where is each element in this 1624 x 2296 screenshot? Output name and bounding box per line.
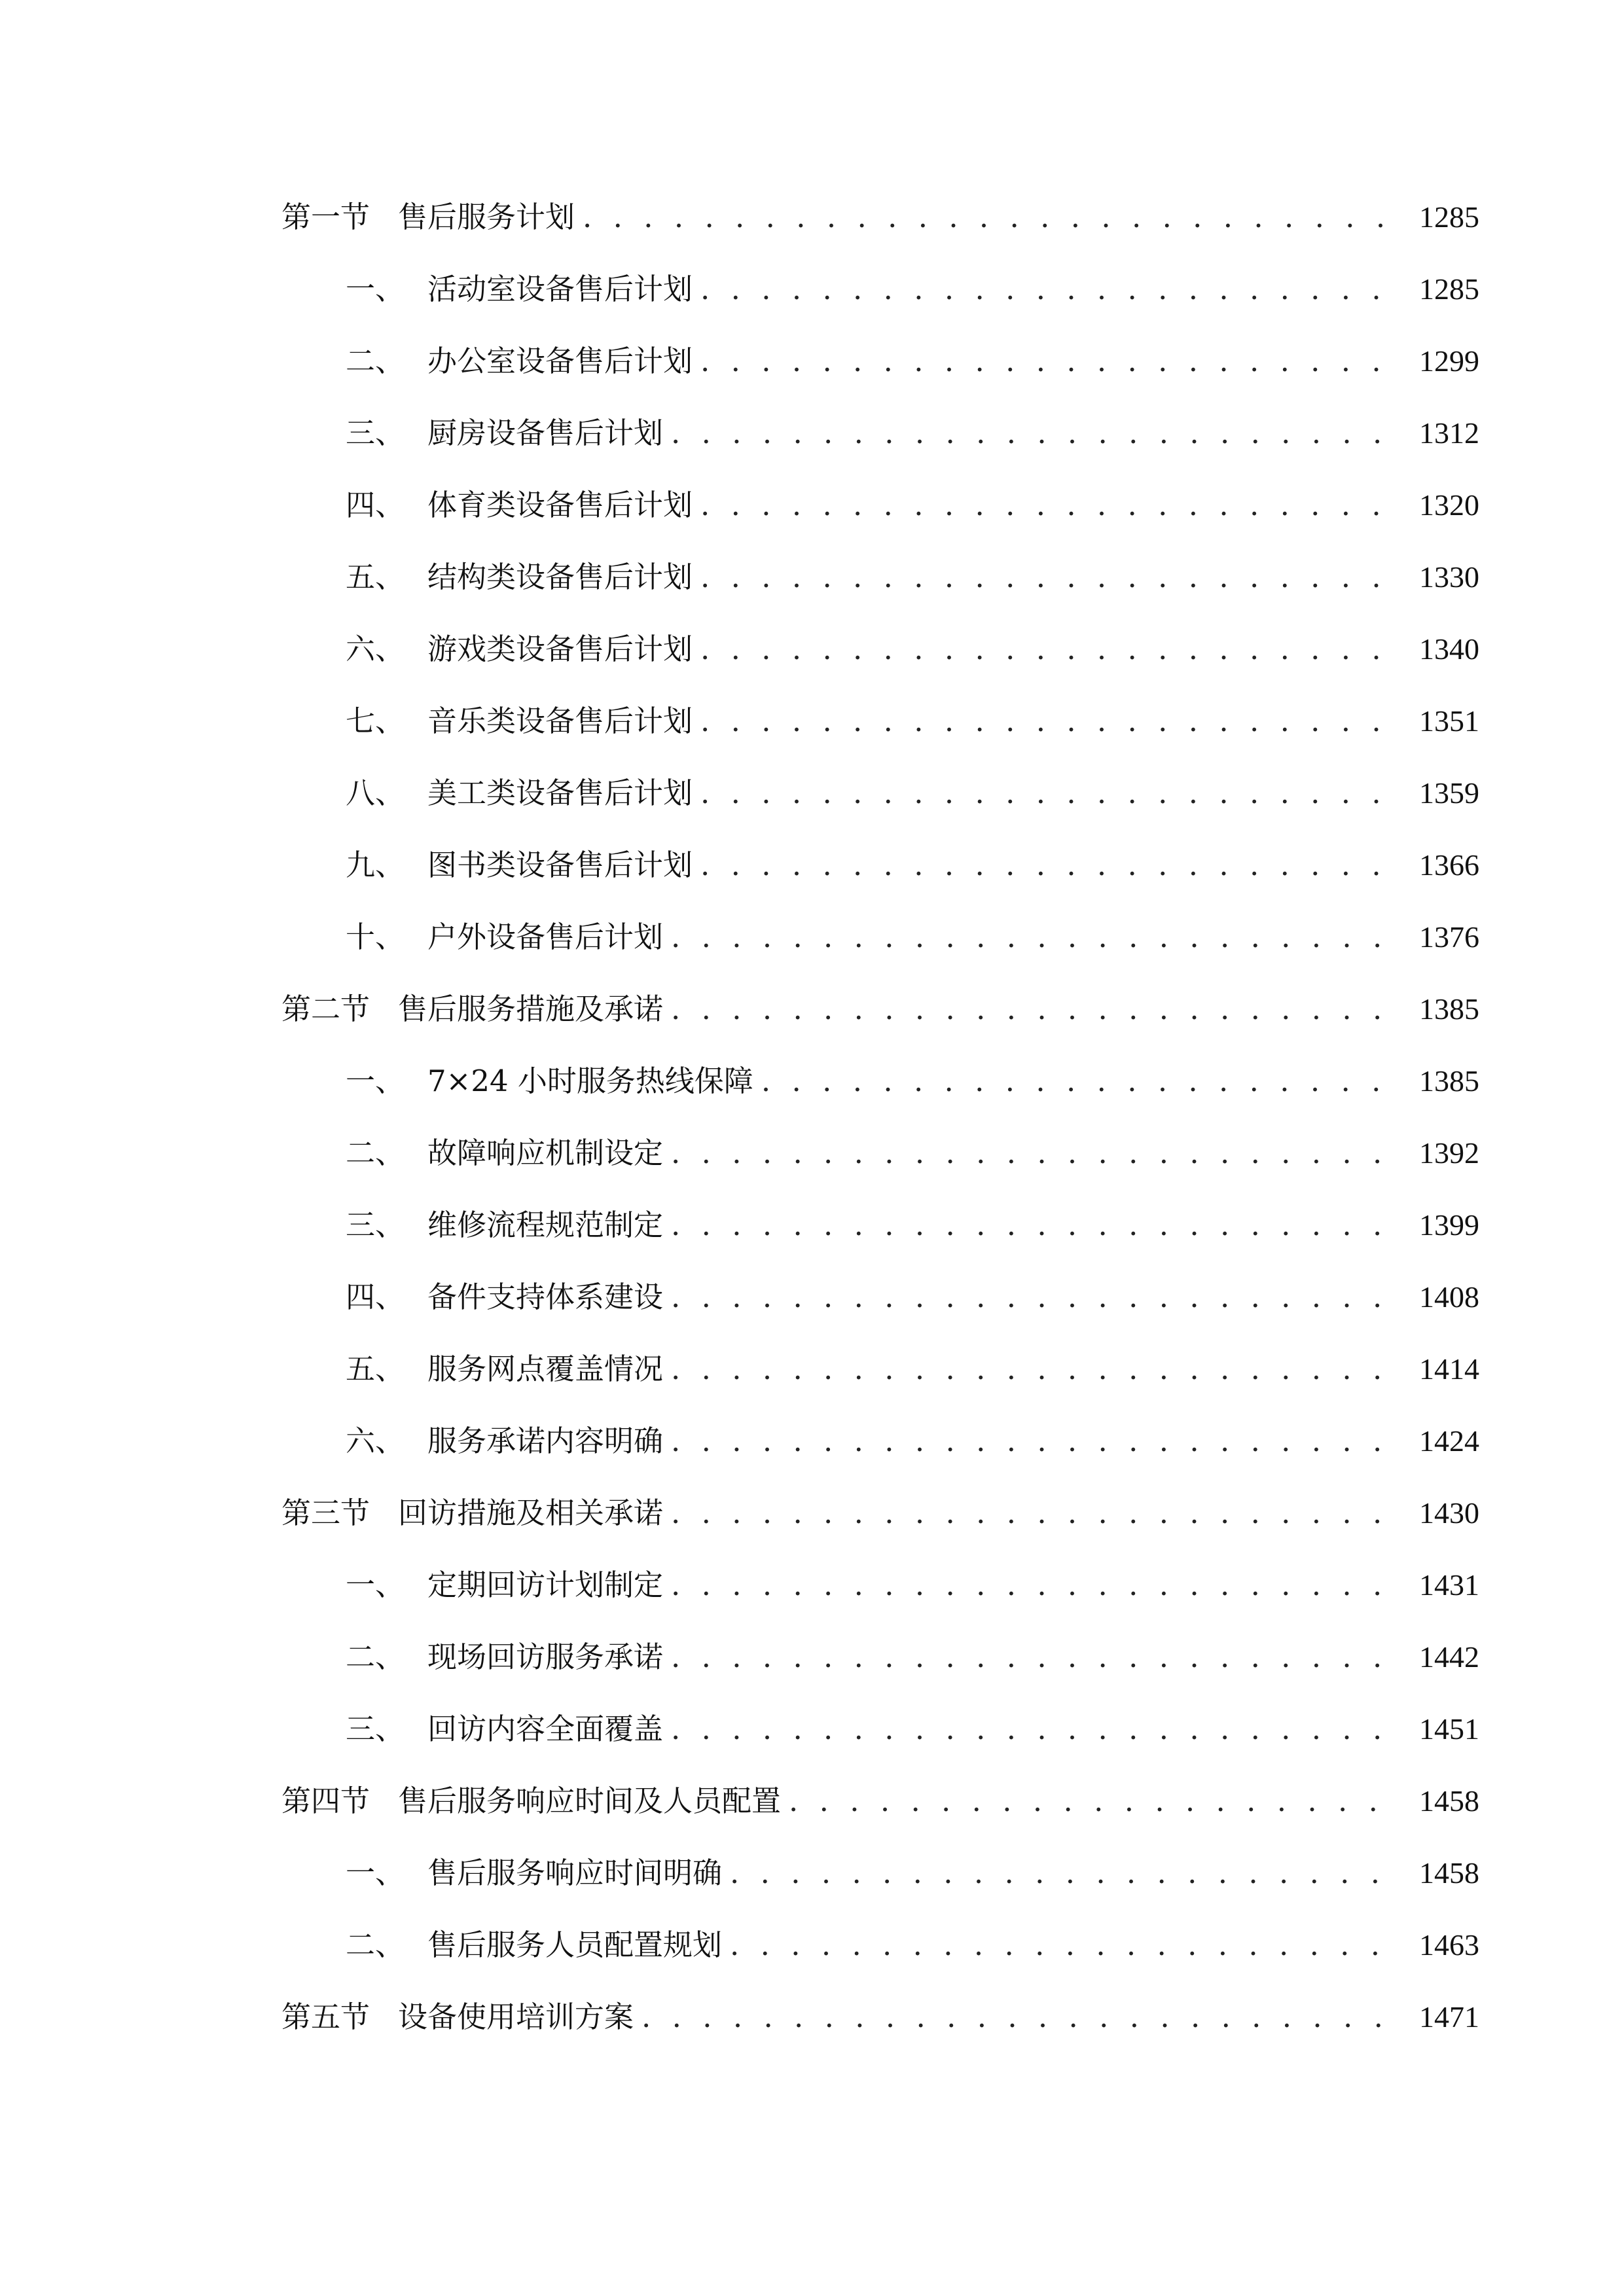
toc-entry[interactable] bbox=[346, 770, 1479, 816]
toc-entry[interactable] bbox=[346, 1922, 1479, 1968]
toc-entry[interactable] bbox=[346, 554, 1479, 600]
toc-entry[interactable] bbox=[346, 842, 1479, 888]
toc-entry[interactable] bbox=[281, 1994, 1479, 2040]
toc-entry-page: 1299 bbox=[1419, 344, 1479, 378]
toc-entry[interactable] bbox=[346, 626, 1479, 672]
toc-dot-leader bbox=[671, 1418, 1394, 1464]
toc-entry-number: 第二节 bbox=[281, 992, 370, 1026]
toc-entry-title: 厨房设备售后计划 bbox=[427, 416, 664, 450]
toc-entry-number: 二、 bbox=[346, 1136, 405, 1170]
toc-entry-number: 三、 bbox=[346, 1208, 405, 1242]
toc-dot-leader bbox=[641, 1994, 1394, 2040]
toc-entry-title: 回访措施及相关承诺 bbox=[398, 1496, 664, 1530]
toc-entry-number: 四、 bbox=[346, 488, 405, 522]
toc-entry-title: 办公室设备售后计划 bbox=[427, 344, 693, 378]
toc-entry-title: 服务网点覆盖情况 bbox=[427, 1352, 664, 1386]
toc-entry-page: 1330 bbox=[1419, 560, 1479, 594]
toc-entry-title: 售后服务响应时间及人员配置 bbox=[398, 1784, 782, 1818]
toc-entry-title: 设备使用培训方案 bbox=[398, 2000, 634, 2034]
toc-entry-page: 1312 bbox=[1419, 416, 1479, 450]
toc-dot-leader bbox=[730, 1922, 1394, 1968]
toc-entry-title: 体育类设备售后计划 bbox=[427, 488, 693, 522]
toc-entry-title: 现场回访服务承诺 bbox=[427, 1640, 664, 1674]
toc-entry-number: 三、 bbox=[346, 1712, 405, 1746]
toc-entry[interactable] bbox=[281, 986, 1479, 1032]
toc-entry-number: 二、 bbox=[346, 344, 405, 378]
toc-entry-number: 一、 bbox=[346, 1568, 405, 1602]
toc-entry[interactable] bbox=[281, 1778, 1479, 1824]
toc-entry-page: 1408 bbox=[1419, 1280, 1479, 1314]
toc-entry-page: 1458 bbox=[1419, 1856, 1479, 1890]
toc-dot-leader bbox=[671, 410, 1394, 456]
toc-entry[interactable] bbox=[281, 194, 1479, 240]
toc-entry-title: 户外设备售后计划 bbox=[427, 920, 664, 954]
toc-dot-leader bbox=[700, 698, 1394, 744]
toc-entry-title: 维修流程规范制定 bbox=[427, 1208, 664, 1242]
toc-entry[interactable] bbox=[346, 1202, 1479, 1248]
toc-entry[interactable] bbox=[346, 1058, 1479, 1104]
toc-entry-number: 一、 bbox=[346, 272, 405, 306]
toc-dot-leader bbox=[700, 626, 1394, 672]
toc-entry-title: 售后服务措施及承诺 bbox=[398, 992, 664, 1026]
toc-dot-leader bbox=[671, 1346, 1394, 1392]
toc-entry[interactable] bbox=[346, 1130, 1479, 1176]
toc-dot-leader bbox=[789, 1778, 1394, 1824]
toc-dot-leader bbox=[700, 554, 1394, 600]
toc-entry-title: 售后服务响应时间明确 bbox=[427, 1856, 723, 1890]
toc-entry-number: 一、 bbox=[346, 1064, 405, 1098]
toc-entry-page: 1376 bbox=[1419, 920, 1479, 954]
toc-entry[interactable] bbox=[346, 482, 1479, 528]
toc-entry-number: 二、 bbox=[346, 1928, 405, 1962]
toc-entry-number: 八、 bbox=[346, 776, 405, 810]
toc-dot-leader bbox=[671, 1490, 1394, 1536]
toc-dot-leader bbox=[700, 842, 1394, 888]
toc-dot-leader bbox=[671, 1706, 1394, 1752]
toc-entry-page: 1320 bbox=[1419, 488, 1479, 522]
toc-entry-number: 六、 bbox=[346, 1424, 405, 1458]
toc-entry-page: 1414 bbox=[1419, 1352, 1479, 1386]
toc-entry[interactable] bbox=[346, 1346, 1479, 1392]
toc-entry-number: 一、 bbox=[346, 1856, 405, 1890]
toc-entry-page: 1431 bbox=[1419, 1568, 1479, 1602]
toc-entry-number: 第五节 bbox=[281, 2000, 370, 2034]
toc-dot-leader bbox=[671, 986, 1394, 1032]
toc-entry-page: 1285 bbox=[1419, 272, 1479, 306]
toc-entry-page: 1385 bbox=[1419, 992, 1479, 1026]
toc-entry-number: 六、 bbox=[346, 632, 405, 666]
toc-entry[interactable] bbox=[346, 698, 1479, 744]
toc-entry-page: 1471 bbox=[1419, 2000, 1479, 2034]
toc-entry-page: 1285 bbox=[1419, 200, 1479, 234]
toc-entry-page: 1430 bbox=[1419, 1496, 1479, 1530]
toc-entry-page: 1451 bbox=[1419, 1712, 1479, 1746]
toc-entry-number: 九、 bbox=[346, 848, 405, 882]
toc-dot-leader bbox=[700, 770, 1394, 816]
toc-entry-title: 游戏类设备售后计划 bbox=[427, 632, 693, 666]
toc-entry-number: 七、 bbox=[346, 704, 405, 738]
toc-entry[interactable] bbox=[346, 410, 1479, 456]
toc-dot-leader bbox=[761, 1058, 1394, 1104]
toc-entry-number: 第四节 bbox=[281, 1784, 370, 1818]
toc-entry-number: 四、 bbox=[346, 1280, 405, 1314]
toc-entry-title: 定期回访计划制定 bbox=[427, 1568, 664, 1602]
toc-entry-page: 1392 bbox=[1419, 1136, 1479, 1170]
toc-entry-title: 7×24 小时服务热线保障 bbox=[427, 1064, 753, 1098]
toc-entry-title: 售后服务人员配置规划 bbox=[427, 1928, 723, 1962]
toc-entry-title: 备件支持体系建设 bbox=[427, 1280, 664, 1314]
toc-dot-leader bbox=[671, 914, 1394, 960]
toc-entry-title: 音乐类设备售后计划 bbox=[427, 704, 693, 738]
toc-entry[interactable] bbox=[346, 1850, 1479, 1896]
toc-entry[interactable] bbox=[346, 266, 1479, 312]
toc-entry[interactable] bbox=[346, 1706, 1479, 1752]
toc-entry[interactable] bbox=[346, 1418, 1479, 1464]
toc-entry-page: 1340 bbox=[1419, 632, 1479, 666]
toc-entry-number: 五、 bbox=[346, 560, 405, 594]
toc-dot-leader bbox=[671, 1274, 1394, 1320]
toc-entry-title: 图书类设备售后计划 bbox=[427, 848, 693, 882]
toc-dot-leader bbox=[700, 482, 1394, 528]
toc-entry[interactable] bbox=[281, 1490, 1479, 1536]
toc-entry-number: 十、 bbox=[346, 920, 405, 954]
toc-entry-title: 活动室设备售后计划 bbox=[427, 272, 693, 306]
toc-dot-leader bbox=[671, 1634, 1394, 1680]
toc-entry-title: 美工类设备售后计划 bbox=[427, 776, 693, 810]
toc-entry-title: 回访内容全面覆盖 bbox=[427, 1712, 664, 1746]
toc-entry-number: 第一节 bbox=[281, 200, 370, 234]
toc-dot-leader bbox=[583, 194, 1394, 240]
toc-entry-title: 服务承诺内容明确 bbox=[427, 1424, 664, 1458]
toc-entry-page: 1424 bbox=[1419, 1424, 1479, 1458]
toc-dot-leader bbox=[700, 266, 1394, 312]
toc-dot-leader bbox=[700, 338, 1394, 384]
toc-entry-title: 售后服务计划 bbox=[398, 200, 575, 234]
toc-entry[interactable] bbox=[346, 1634, 1479, 1680]
toc-dot-leader bbox=[671, 1562, 1394, 1608]
toc-entry-page: 1458 bbox=[1419, 1784, 1479, 1818]
toc-entry[interactable] bbox=[346, 338, 1479, 384]
toc-entry-page: 1442 bbox=[1419, 1640, 1479, 1674]
toc-entry[interactable] bbox=[346, 1274, 1479, 1320]
toc-entry-page: 1351 bbox=[1419, 704, 1479, 738]
toc-entry[interactable] bbox=[346, 914, 1479, 960]
toc-entry-number: 三、 bbox=[346, 416, 405, 450]
toc-entry-title: 结构类设备售后计划 bbox=[427, 560, 693, 594]
toc-entry-page: 1399 bbox=[1419, 1208, 1479, 1242]
toc-dot-leader bbox=[730, 1850, 1394, 1896]
toc-entry-number: 二、 bbox=[346, 1640, 405, 1674]
toc-entry-page: 1359 bbox=[1419, 776, 1479, 810]
toc-entry-number: 第三节 bbox=[281, 1496, 370, 1530]
toc-entry-title: 故障响应机制设定 bbox=[427, 1136, 664, 1170]
toc-dot-leader bbox=[671, 1130, 1394, 1176]
toc-entry[interactable] bbox=[346, 1562, 1479, 1608]
toc-entry-page: 1385 bbox=[1419, 1064, 1479, 1098]
toc-dot-leader bbox=[671, 1202, 1394, 1248]
toc-entry-number: 五、 bbox=[346, 1352, 405, 1386]
toc-entry-page: 1463 bbox=[1419, 1928, 1479, 1962]
toc-entry-page: 1366 bbox=[1419, 848, 1479, 882]
